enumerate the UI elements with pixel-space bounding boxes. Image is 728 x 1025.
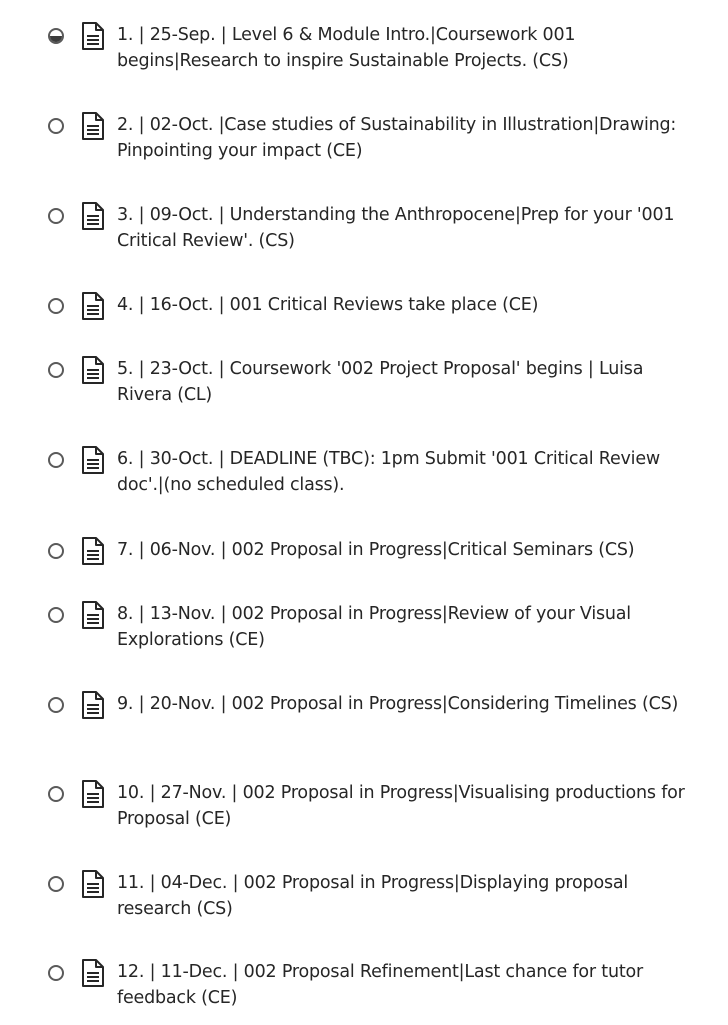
list-item[interactable]	[0, 687, 728, 757]
progress-status-icon[interactable]	[48, 362, 64, 378]
progress-status-icon[interactable]	[48, 876, 64, 892]
list-item[interactable]	[0, 352, 728, 422]
list-item[interactable]	[0, 442, 728, 512]
list-item[interactable]	[0, 288, 728, 358]
activity-title-link[interactable]: 10. | 27-Nov. | 002 Proposal in Progress|Visualising productions for Proposal (CE)	[117, 783, 685, 829]
list-item[interactable]	[0, 18, 728, 88]
list-item[interactable]	[0, 597, 728, 667]
list-item[interactable]	[0, 198, 728, 268]
progress-status-icon[interactable]	[48, 543, 64, 559]
progress-status-icon[interactable]	[48, 607, 64, 623]
activity-title-link[interactable]: 11. | 04-Dec. | 002 Proposal in Progress|Displaying proposal research (CS)	[117, 873, 629, 919]
progress-status-icon[interactable]	[48, 786, 64, 802]
activity-title-link[interactable]: 9. | 20-Nov. | 002 Proposal in Progress|Considering Timelines (CS)	[117, 694, 679, 714]
progress-status-icon[interactable]	[48, 28, 64, 44]
list-item[interactable]	[0, 955, 728, 1025]
list-item[interactable]	[0, 108, 728, 178]
list-item[interactable]	[0, 866, 728, 936]
progress-status-icon[interactable]	[48, 452, 64, 468]
activity-title-link[interactable]: 12. | 11-Dec. | 002 Proposal Refinement|Last chance for tutor feedback (CE)	[117, 962, 644, 1008]
progress-status-icon[interactable]	[48, 697, 64, 713]
progress-status-icon[interactable]	[48, 118, 64, 134]
activity-title-link[interactable]: 6. | 30-Oct. | DEADLINE (TBC): 1pm Submit '001 Critical Review doc'.|(no scheduled class).	[117, 449, 661, 495]
progress-status-icon[interactable]	[48, 298, 64, 314]
activity-title-link[interactable]: 2. | 02-Oct. |Case studies of Sustainability in Illustration|Drawing: Pinpointing your impact (CE)	[117, 115, 677, 161]
activity-title-link[interactable]: 3. | 09-Oct. | Understanding the Anthropocene|Prep for your '001 Critical Review'. (CS)	[117, 205, 675, 251]
list-item[interactable]	[0, 776, 728, 846]
activity-title-link[interactable]: 4. | 16-Oct. | 001 Critical Reviews take place (CE)	[117, 295, 539, 315]
list-item[interactable]	[0, 533, 728, 603]
activity-title-link[interactable]: 5. | 23-Oct. | Coursework '002 Project Proposal' begins | Luisa Rivera (CL)	[117, 359, 644, 405]
activity-title-link[interactable]: 7. | 06-Nov. | 002 Proposal in Progress|Critical Seminars (CS)	[117, 540, 635, 560]
activity-title-link[interactable]: 8. | 13-Nov. | 002 Proposal in Progress|Review of your Visual Explorations (CE)	[117, 604, 631, 650]
progress-status-icon[interactable]	[48, 208, 64, 224]
progress-status-icon[interactable]	[48, 965, 64, 981]
activity-title-link[interactable]: 1. | 25-Sep. | Level 6 & Module Intro.|Coursework 001 begins|Research to inspire Sustainable Projects. (CS)	[117, 25, 576, 71]
